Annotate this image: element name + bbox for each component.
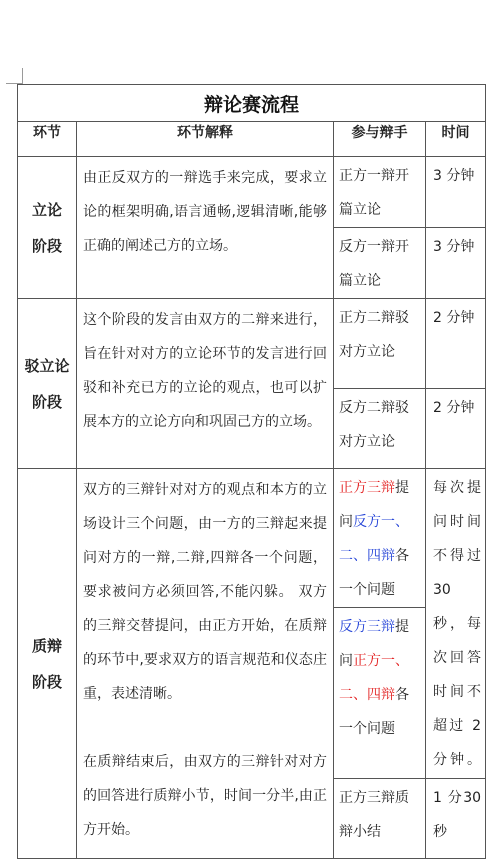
header-time: 时间: [426, 122, 486, 157]
header-stage: 环节: [18, 122, 77, 157]
participant-cell: 反方一辩开篇立论: [334, 228, 426, 299]
time-cell: 3 分钟: [426, 157, 486, 228]
time-cell: 2 分钟: [426, 299, 486, 389]
participant-cell: 反方二辩驳对方立论: [334, 389, 426, 469]
time-cell: 3 分钟: [426, 228, 486, 299]
participant-cell: 正方三辩提问反方一、二、四辩各一个问题: [334, 469, 426, 608]
table-row: [18, 157, 486, 228]
crop-mark-vertical: [22, 68, 23, 84]
table-row: [18, 299, 486, 389]
stage-opening-description: 由正反双方的一辩选手来完成，要求立论的框架明确,语言通畅,逻辑清晰,能够正确的阐述己方的立场。: [77, 157, 334, 299]
header-row: [18, 122, 486, 157]
stage-questioning-label: 质辩 阶段: [18, 469, 77, 859]
stage-questioning-description: 双方的三辩针对对方的观点和本方的立场设计三个问题，由一方的三辩起来提问对方的一辩,二辩,四辩各一个问题，要求被问方必须回答,不能闪躲。 双方的三辩交替提问，由正方开始，在质辩的环节中,要求双方的语言规范和仪态庄重，表述清晰。 在质辩结束后，由双方的三辩针对对方的回答进行质辩小节，时间一分半,由正方开始。: [77, 469, 334, 859]
participant-cell: 正方一辩开篇立论: [334, 157, 426, 228]
participant-cell: 正方二辩驳对方立论: [334, 299, 426, 389]
participant-cell: 反方三辩提问正方一、二、四辩各一个问题: [334, 608, 426, 779]
header-participants: 参与辩手: [334, 122, 426, 157]
stage-rebuttal-label: 驳立论 阶段: [18, 299, 77, 469]
stage-opening-label: 立论 阶段: [18, 157, 77, 299]
table-row: [18, 469, 486, 608]
header-explanation: 环节解释: [77, 122, 334, 157]
debate-flow-table: [17, 84, 486, 859]
stage-rebuttal-description: 这个阶段的发言由双方的二辩来进行，旨在针对对方的立论环节的发言进行回驳和补充已方的立论的观点，也可以扩展本方的立论方向和巩固己方的立场。: [77, 299, 334, 469]
time-cell: 1 分30 秒: [426, 779, 486, 859]
table-title: 辩论赛流程: [18, 85, 486, 122]
participant-cell: 正方三辩质辩小结: [334, 779, 426, 859]
time-cell-merged: 每次提问时间不得过30 秒，每次回答时间不超过 2 分钟。: [426, 469, 486, 779]
time-cell: 2 分钟: [426, 389, 486, 469]
